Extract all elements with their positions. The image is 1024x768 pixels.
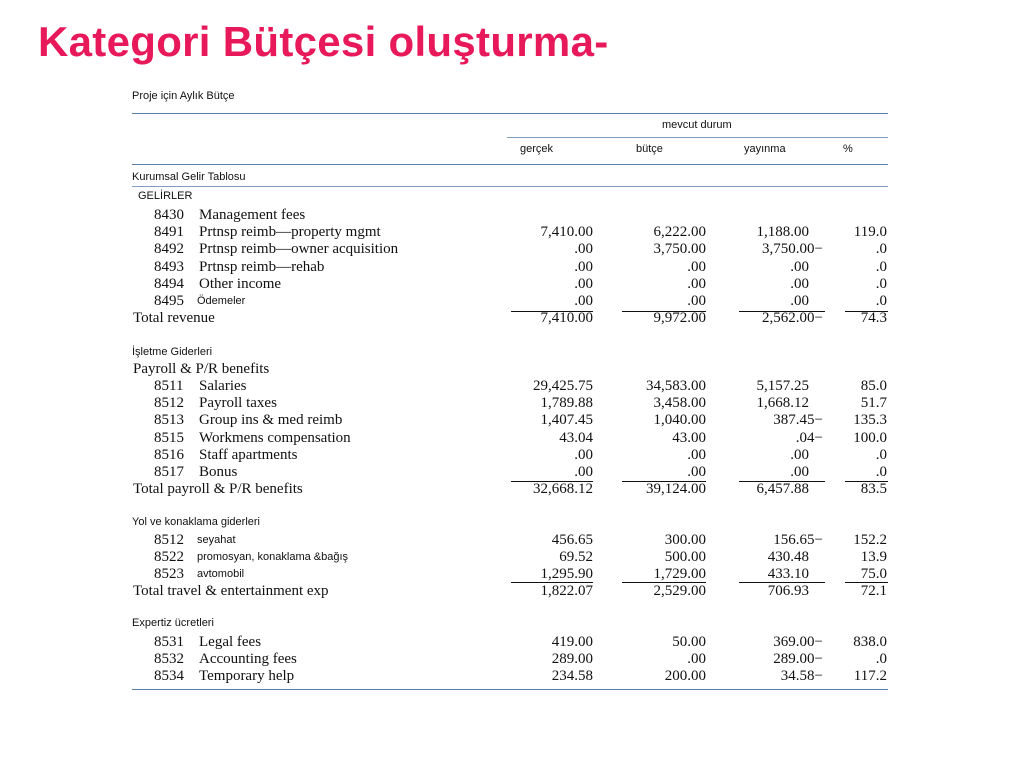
account-code: 8494	[154, 276, 184, 292]
account-name: Bonus	[199, 464, 238, 480]
cell-budget: 43.00	[672, 430, 706, 446]
cell-percent: .0	[875, 447, 887, 463]
account-name: promosyan, konaklama &bağış	[197, 551, 349, 563]
group-header: mevcut durum	[662, 119, 732, 131]
column-header-budget: bütçe	[636, 143, 663, 155]
table-row	[0, 668, 1024, 685]
cell-percent: 838.0	[853, 634, 887, 650]
account-name: Management fees	[199, 207, 306, 223]
total-label: Total revenue	[133, 310, 215, 326]
cell-actual: 1,789.88	[540, 395, 593, 411]
cell-budget: 34,583.00	[646, 378, 706, 394]
cell-actual: .00	[574, 259, 593, 275]
cell-budget: 1,729.00	[653, 566, 706, 582]
cell-variance: .00	[790, 276, 809, 292]
cell-percent: .0	[875, 293, 887, 309]
cell-percent: 85.0	[860, 378, 887, 394]
cell-budget: 50.00	[672, 634, 706, 650]
account-code: 8512	[154, 395, 184, 411]
cell-percent: 51.7	[860, 395, 887, 411]
account-name: Staff apartments	[199, 447, 298, 463]
section-title: İşletme Giderleri	[132, 346, 213, 358]
statement-title: Kurumsal Gelir Tablosu	[132, 171, 246, 183]
cell-percent: 117.2	[853, 668, 887, 684]
total-row	[0, 310, 1024, 327]
column-header-percent: %	[843, 143, 853, 155]
account-code: 8523	[154, 566, 184, 582]
cell-budget: .00	[687, 293, 706, 309]
account-name: Other income	[199, 276, 282, 292]
cell-variance: .00	[790, 259, 809, 275]
cell-percent: 119.0	[853, 224, 887, 240]
table-row	[0, 447, 1024, 464]
account-name: Temporary help	[199, 668, 295, 684]
total-row	[0, 583, 1024, 600]
cell-actual: 1,822.07	[540, 583, 593, 599]
cell-actual: .00	[574, 276, 593, 292]
account-code: 8515	[154, 430, 184, 446]
cell-budget: 6,222.00	[653, 224, 706, 240]
cell-percent: 83.5	[860, 481, 887, 497]
account-code: 8491	[154, 224, 184, 240]
statement-rule	[132, 186, 888, 187]
cell-variance: 3,750.00−	[762, 241, 823, 257]
table-row	[0, 566, 1024, 583]
cell-percent: .0	[875, 464, 887, 480]
cell-budget: .00	[687, 651, 706, 667]
table-row	[0, 259, 1024, 276]
cell-variance: 1,668.12	[756, 395, 809, 411]
cell-actual: .00	[574, 464, 593, 480]
account-code: 8430	[154, 207, 184, 223]
cell-variance: 2,562.00−	[762, 310, 823, 326]
account-name: Group ins & med reimb	[199, 412, 343, 428]
document-caption: Proje için Aylık Bütçe	[132, 90, 235, 102]
cell-budget: 300.00	[664, 532, 706, 548]
cell-variance: 156.65−	[773, 532, 823, 548]
cell-actual: .00	[574, 293, 593, 309]
cell-variance: 1,188.00	[756, 224, 809, 240]
top-rule	[132, 113, 888, 114]
table-row	[0, 276, 1024, 293]
cell-actual: 32,668.12	[533, 481, 593, 497]
group-header-rule	[507, 137, 888, 138]
cell-percent: 152.2	[853, 532, 887, 548]
account-name: Payroll taxes	[199, 395, 277, 411]
cell-actual: 234.58	[551, 668, 593, 684]
column-header-variance: yayınma	[744, 143, 786, 155]
cell-budget: .00	[687, 464, 706, 480]
account-code: 8532	[154, 651, 184, 667]
column-header-actual: gerçek	[520, 143, 554, 155]
cell-percent: 74.3	[860, 310, 887, 326]
cell-percent: .0	[875, 259, 887, 275]
cell-percent: .0	[875, 241, 887, 257]
cell-budget: 2,529.00	[653, 583, 706, 599]
cell-percent: 72.1	[860, 583, 887, 599]
table-row	[0, 378, 1024, 395]
account-name: seyahat	[197, 534, 236, 546]
cell-variance: 289.00−	[773, 651, 823, 667]
account-name: Salaries	[199, 378, 247, 394]
total-label: Total travel & entertainment exp	[133, 583, 329, 599]
table-row	[0, 549, 1024, 566]
cell-actual: 7,410.00	[540, 224, 593, 240]
section-title: Expertiz ücretleri	[132, 617, 214, 629]
cell-budget: 200.00	[664, 668, 706, 684]
table-row	[0, 224, 1024, 241]
cell-variance: .00	[790, 447, 809, 463]
account-code: 8516	[154, 447, 184, 463]
account-name: Accounting fees	[199, 651, 297, 667]
section-subtitle	[0, 361, 1024, 378]
cell-budget: .00	[687, 276, 706, 292]
cell-percent: 100.0	[853, 430, 887, 446]
cell-budget: 3,458.00	[653, 395, 706, 411]
account-name: Prtnsp reimb—owner acquisition	[199, 241, 399, 257]
cell-percent: 135.3	[853, 412, 887, 428]
section-title: GELİRLER	[138, 190, 193, 202]
table-row	[0, 464, 1024, 481]
bottom-rule	[132, 689, 888, 690]
account-name: Ödemeler	[197, 295, 246, 307]
account-code: 8517	[154, 464, 184, 480]
table-row	[0, 634, 1024, 651]
cell-variance: 387.45−	[773, 412, 823, 428]
table-row	[0, 293, 1024, 310]
header-bottom-rule	[132, 164, 888, 165]
account-name: Prtnsp reimb—rehab	[199, 259, 325, 275]
section-title: Yol ve konaklama giderleri	[132, 516, 260, 528]
total-row	[0, 481, 1024, 498]
cell-variance: 430.48	[767, 549, 809, 565]
table-row	[0, 412, 1024, 429]
cell-percent: 75.0	[860, 566, 887, 582]
table-row	[0, 430, 1024, 447]
account-code: 8513	[154, 412, 184, 428]
cell-actual: .00	[574, 241, 593, 257]
cell-actual: 1,407.45	[540, 412, 593, 428]
cell-budget: 500.00	[664, 549, 706, 565]
account-code: 8495	[154, 293, 184, 309]
cell-variance: 6,457.88	[756, 481, 809, 497]
account-name: Prtnsp reimb—property mgmt	[199, 224, 381, 240]
account-code: 8531	[154, 634, 184, 650]
cell-actual: 29,425.75	[533, 378, 593, 394]
table-row	[0, 651, 1024, 668]
account-code: 8511	[154, 378, 184, 394]
cell-variance: 34.58−	[780, 668, 823, 684]
account-code: 8512	[154, 532, 184, 548]
cell-budget: .00	[687, 447, 706, 463]
cell-actual: 419.00	[551, 634, 593, 650]
cell-variance: 5,157.25	[756, 378, 809, 394]
account-code: 8534	[154, 668, 184, 684]
cell-percent: 13.9	[860, 549, 887, 565]
account-name: Workmens compensation	[199, 430, 351, 446]
cell-percent: .0	[875, 276, 887, 292]
slide-title: Kategori Bütçesi oluşturma-	[38, 18, 609, 65]
account-code: 8492	[154, 241, 184, 257]
cell-actual: 7,410.00	[540, 310, 593, 326]
cell-actual: 69.52	[559, 549, 593, 565]
table-row	[0, 241, 1024, 258]
cell-variance: 706.93	[767, 583, 809, 599]
cell-variance: 433.10	[767, 566, 809, 582]
account-name: avtomobil	[197, 568, 245, 580]
account-name: Legal fees	[199, 634, 262, 650]
table-row	[0, 395, 1024, 412]
cell-actual: 1,295.90	[540, 566, 593, 582]
total-label: Total payroll & P/R benefits	[133, 481, 303, 497]
cell-budget: 9,972.00	[653, 310, 706, 326]
cell-percent: .0	[875, 651, 887, 667]
cell-variance: .00	[790, 293, 809, 309]
account-code: 8522	[154, 549, 184, 565]
cell-variance: 369.00−	[773, 634, 823, 650]
section-subtitle-label: Payroll & P/R benefits	[133, 361, 270, 377]
table-row	[0, 532, 1024, 549]
cell-actual: 43.04	[559, 430, 593, 446]
cell-actual: 289.00	[551, 651, 593, 667]
table-row	[0, 207, 1024, 224]
cell-variance: .04−	[795, 430, 823, 446]
cell-actual: 456.65	[551, 532, 593, 548]
cell-budget: 39,124.00	[646, 481, 706, 497]
cell-budget: 3,750.00	[653, 241, 706, 257]
account-code: 8493	[154, 259, 184, 275]
cell-budget: .00	[687, 259, 706, 275]
cell-budget: 1,040.00	[653, 412, 706, 428]
cell-actual: .00	[574, 447, 593, 463]
cell-variance: .00	[790, 464, 809, 480]
